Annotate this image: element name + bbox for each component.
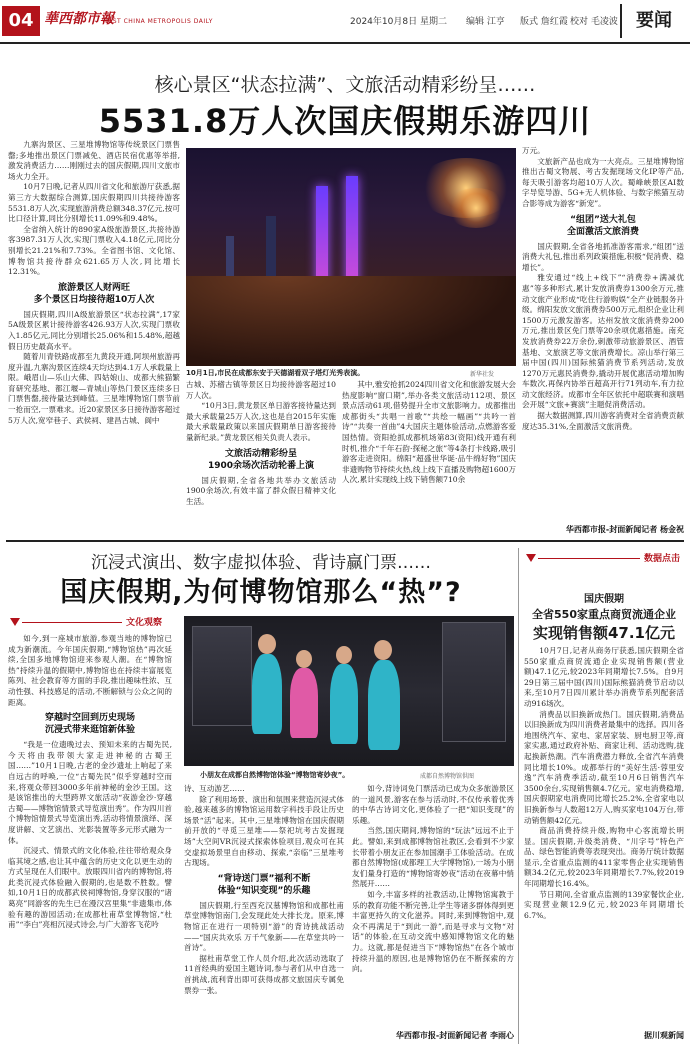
paragraph: “我是一位遗晚过去、预知未来的古蜀先民,今天将由我带领大家走进神秘的古蜀王国……”10月1日晚,古老的金沙遗址上响起了来自远古的呼唤,一位“古蜀先民”似乎穿越时空而来,将观众带回3000多年前神秘的金沙王国。这是该馆推出的大型跨界文旅活动“夜游金沙·穿越古蜀——博物馆情景式导览演出秀”。作为四川首个博物馆情景式导览演出秀,活动将情景演绎、深度讲解、文艺演出、光影装置等多元形式融为一体。 bbox=[8, 740, 172, 845]
paragraph: 文旅新产品也成为一大亮点。三星堆博物馆推出古蜀文物展、考古发掘现场文化IP等产品,每天吸引游客均超10万人次。蜀峰峡景区AI数字导览导游、5G+无人机体验、与数字熊猫互动合影等成为游客“新宠”。 bbox=[522, 156, 684, 208]
editor-credit: 编辑 江亨 bbox=[466, 17, 505, 27]
culture-observation-tag bbox=[8, 616, 166, 630]
paragraph: 雅安通过“线上+线下”“消费券+满减优惠”等多种形式,累计发放消费券1300余万元,推动文旅产业形成“吃住行游购娱”全产业链服务升级。绵阳发放文旅消费券500万元,组织企业让利1500万元激发游客。达州发放文旅消费券200万元,推出景区免门票等20余项优惠措施。南充发放消费券22万余份,刺激带动旅游景区、酒管基地、文旅演艺等文旅消费增长。凉山举行第三届中国(四川)国际熊猫消费节系列活动,发放1270万元惠民消费券,撬动开展优惠活动增加购车数次,再保内协举百超高开行71列动车,有力拉动文旅经济。成都市全年区依托中超联赛和演唱会开展“文旅+赛演”主题促消费活动。 bbox=[522, 273, 684, 410]
paragraph: 如今,背诗词免门票活动已成为众多旅游景区的一道风景,游客在参与活动时,不仅传承着优秀的中华古诗词文化,更体验了一把“知识变现”的乐趣。 bbox=[352, 784, 514, 825]
tag-label: 文化观察 bbox=[122, 616, 166, 630]
paragraph: 据杜甫草堂工作人员介绍,此次活动选取了11首经典的爱国主题诗词,参与者们从中自选一首挑战,流利背出即可获得成都文旅国庆专属免票券一张。 bbox=[184, 953, 344, 995]
subheading: 穿越时空回到历史现场 沉浸式带来逛馆新体验 bbox=[44, 713, 135, 736]
newspaper-name: 華西都市報 bbox=[44, 11, 114, 27]
data-story-headline-line-1: 全省550家重点商贸流通企业 bbox=[532, 608, 676, 621]
paragraph: 如今,丰富多样的社教活动,让博物馆寓教于乐的教育功能不断完善,让学生等诸多群体得到更丰富更持久的文化滋养。同时,来到博物馆中,观众不再满足于“到此一游”,而是寻求与文物“对话”的体验,在互动交流中感知博物馆文化的魅力。这就,都是促进当下“博物馆热”在各个城市持续升温的原因,也是博物馆仍在不断探索的方向。 bbox=[352, 889, 514, 974]
paragraph: 如今,到一座城市旅游,参观当地的博物馆已成为新潮流。今年国庆假期,“博物馆热”再次延续,全国多地博物馆迎来参观人潮。在“博物馆热”持续升温的假期中,博物馆也在持续丰富展览陈列、社会教育等方面的手段,推出趣味性浓、互动性强、科技感足的活动,不断解锁与公众之间的距离。 bbox=[8, 634, 172, 707]
photo-twin-towers-light-show bbox=[186, 148, 516, 366]
layout-credit: 版式 詹红霞 bbox=[520, 17, 568, 27]
paragraph: 国庆假期,全省各地抓准游客需求,“组团”送消费大礼包,推出系列政策措施,积极“促消费、稳增长”。 bbox=[522, 241, 684, 272]
museum-story-column-3 bbox=[352, 784, 514, 975]
museum-story-headline: 国庆假期,为何博物馆那么“热”? bbox=[60, 577, 462, 608]
subheading: 文旅活动精彩纷呈 1900余场次活动轮番上演 bbox=[207, 448, 315, 471]
paragraph: 据大数据测算,四川游客消费对全省消费贡献度达35.31%,全面激活文旅消费。 bbox=[522, 411, 684, 431]
top-story-headline: 5531.8万人次国庆假期乐游四川 bbox=[98, 102, 592, 140]
data-story-kicker: 国庆假期 bbox=[584, 594, 624, 605]
tag-label: 数据点击 bbox=[640, 552, 684, 566]
section-name: 要闻 bbox=[620, 4, 686, 38]
paragraph: 万元。 bbox=[522, 146, 545, 155]
byline: 华西都市报-封面新闻记者 李雨心 bbox=[395, 1031, 514, 1040]
museum-story-column-2 bbox=[184, 784, 344, 996]
photo-children-at-museum bbox=[184, 616, 514, 766]
paragraph: 国庆假期,四川A级旅游景区“状态拉满”,17家5A级景区累计接待游客426.93万人次,实现门票收入1.85亿元,同比分别增长25.06%和15.48%,超越假日历史最高水平。 bbox=[8, 309, 180, 351]
paragraph: 当然,国庆期间,博物馆的“玩法”远远不止于此。譬如,来到成都博物馆社教区,会看到不少家长带着小朋友正在参加国潮手工体验活动。在成都自然博物馆(成都理工大学博物馆),一场为小朋友们量身打造的“博物馆寄妙夜”活动在夜幕中悄然展开…… bbox=[352, 826, 514, 889]
section-divider bbox=[6, 540, 684, 542]
data-click-tag bbox=[524, 552, 684, 566]
paragraph: “10月3日,黄龙景区单日游客接待量达到最大承载量25万人次,这也是自2015年实施最大承载量政策以来国庆假期单日游客接待量新纪录。”黄龙景区相关负责人表示。 bbox=[186, 401, 336, 442]
paragraph: 九寨沟景区、三星堆博物馆等传统景区门票售罄;多地推出景区门票减免、酒店民宿优惠等举措,激发消费活力……刚刚过去的国庆假期,四川文旅市场火力全开。 bbox=[8, 140, 180, 181]
paragraph: 节日期间,全省重点监测的139家餐饮企业,实现营业额12.9亿元,较2023年同期增长6.7%。 bbox=[524, 889, 684, 920]
photo-caption: 10月1日,市民在成都东安于天德湖看双子塔灯光秀表演。 bbox=[186, 369, 365, 377]
red-triangle-icon bbox=[526, 554, 536, 562]
issue-date: 2024年10月8日 星期二 bbox=[350, 17, 447, 27]
red-triangle-icon bbox=[10, 618, 20, 626]
paragraph: 消费品以旧换新成热门。国庆假期,消费品以旧换新成为四川消费者最集中的选择。四川各地围绕汽车、家电、家居家装、厨电厨卫等,商家实惠,通过政府补贴、商家让利、活动选购,拢起换新热潮。汽车消费潜力释放,全省汽车消费同比增长10%。成都举行的“美好生活·蓉里安逸”汽车消费季活动,截至10月6日销售汽车3500余台,实现销售额4.7亿元。家电消费稳增,国庆假期家电消费同比增长25.2%,全省家电以旧换新参与人数超12万人,购买家电104万台,带动销售额42亿元。 bbox=[524, 709, 684, 825]
paragraph: 除了利用场景、演出和氛围来营造沉浸式体验,越来越多的博物馆运用数字科技手段让历史场景“活”起来。其中,三星堆博物馆在国庆假期前开放的“寻觅三星堆——祭祀坑考古发掘现场”大空间VR沉浸式探索体验项目,观众可在其交虚拟场景里自由移动、探索,“亲临”三星堆考古现场。 bbox=[184, 794, 344, 868]
paragraph: 随着川青铁路成都至九黄段开通,阿坝州旅游再度升温,九寨沟景区连续4天均达到4.1万人承载量上限。峨眉山—乐山大佛、四姑娘山、成都大熊猫繁育研究基地、都江堰—青城山等热门景区连续多日门票售罄,接待量达到峰值。三星堆博物馆门票节前一抢而空,一票难求。近20家景区多日接待游客超过5万人次,宽窄巷子、武侯祠、建昌古城、阆中 bbox=[8, 352, 180, 425]
subheading: 旅游景区人财两旺 多个景区日均接待超10万人次 bbox=[33, 282, 155, 305]
paragraph: 10月7日晚,记者从四川省文化和旅游厅获悉,据第三方大数据综合测算,国庆假期四川共接待游客5531.8万人次,实现旅游消费总额348.37亿元,按可比口径计算,同比分别增长11.09%和9.48%。 bbox=[8, 182, 180, 224]
data-story-body bbox=[524, 646, 684, 921]
museum-story-column-1 bbox=[8, 634, 172, 931]
column-divider bbox=[518, 548, 519, 1044]
top-story-kicker: 核心景区“状态拉满”、文旅活动精彩纷呈…… bbox=[154, 74, 536, 96]
page-number: 04 bbox=[2, 6, 40, 36]
paragraph: 古城、苏稽古镇等景区日均接待游客超过10万人次。 bbox=[186, 380, 336, 400]
byline: 据川观新闻 bbox=[644, 1031, 684, 1040]
top-story-column-1 bbox=[8, 140, 180, 426]
newspaper-english-name: WEST CHINA METROPOLIS DAILY bbox=[102, 18, 213, 25]
paragraph: 沉浸式、情景式的文化体验,往往带给观众身临其境之感,也让其中蕴含的历史文化以更生动的方式呈现在人们眼中。放眼四川省内的博物馆,将此类沉浸式体验融入假期的,也是数不胜数。譬如,10月1日的成都武侯祠博物馆,身穿汉服的“诸葛亮”同游客的先生已在漫汉宫里集“非遗集市,体验有趣的游园活动;在成都杜甫草堂博物馆,“杜甫”“李白”亮相沉浸式诗会,与广大游客飞花吟 bbox=[8, 846, 172, 930]
paragraph: 其中,雅安抢抓2024四川省文化和旅游发展大会热度影响“窗口期”,举办各类文旅活动112项、景区景点活动61项,借势提升全市文旅影响力。成都推出成都街头“共唱一首歌”“共绘一幅画”“共吟一首诗”“共奏一首曲”4大国庆主题体验活动,点燃游客爱国热情。资阳抢抓成都机场第83(资阳)线开通有利时机,推介“千年石韵·探秘之旅”等4条打卡线路,吸引游客走进资阳。绵阳“超盛世华诞·品牛绵好物”国庆非遗购物节持续火热,线上线下直播及购物超1600万人次,累计实现线上线下销售额710余 bbox=[342, 380, 516, 485]
photo-caption: 小朋友在成都自然博物馆体验“博物馆寄妙夜”。 bbox=[200, 771, 350, 779]
proof-credit: 校对 毛凌波 bbox=[570, 17, 618, 27]
top-story-column-3 bbox=[342, 380, 516, 486]
museum-story-kicker: 沉浸式演出、数字虚拟体验、背诗赢门票…… bbox=[91, 553, 431, 573]
subheading: “背诗送门票”福利不断 体验“知识变现”的乐趣 bbox=[217, 873, 311, 896]
top-story-column-4 bbox=[522, 146, 684, 432]
paragraph: 国庆假期,行至西充汉墓博物馆和成都杜甫草堂博物馆南门,会发现此处大排长龙。原来,博物馆正在进行一项特别“游”的背诗挑战活动——“国庆共欢乐 万千气象新——在草堂共吟一首诗”。 bbox=[184, 900, 344, 953]
subheading: “组团”送大礼包 全面激活文旅消费 bbox=[566, 214, 639, 237]
paragraph: 全省纳入统计的890家A级旅游景区,共接待游客3987.31万人次,实现门票收入4.18亿元,同比分别增长21.21%和7.73%。全省图书馆、文化馆、博物馆共接待群众621.65万人次,同比增长12.31%。 bbox=[8, 224, 180, 277]
paragraph: 诗、互动游艺…… bbox=[184, 784, 245, 793]
photo-credit: 成都自然博物馆供图 bbox=[420, 773, 475, 780]
paragraph: 10月7日,记者从商务厅获悉,国庆假期全省550家重点商贸流通企业实现销售额(营业额)47.1亿元,较2023年同期增长7.5%。自9月29日第三届中国(四川)国际熊猫消费节启动以来,至10月7日四川累计举办消费节系列配套活动916场次。 bbox=[524, 646, 684, 708]
data-story-headline-line-2: 实现销售额47.1亿元 bbox=[532, 624, 675, 642]
photo-credit: 新华社发 bbox=[470, 371, 495, 378]
paragraph: 国庆假期,全省各地共举办文旅活动1900余场次,有效丰富了群众假日精神文化生活。 bbox=[186, 475, 336, 506]
byline: 华西都市报-封面新闻记者 杨金祝 bbox=[565, 525, 684, 534]
paragraph: 商品消费持续升级,购物中心客流增长明显。国庆假期,升级类消费、“川字号”特色产品、绿色智能消费等表现突出。商务厅统计数据显示,全省重点监测的411家零售企业实现销售额34.2亿元,较2023年同期增长7.7%,较2019年同期增长16.4%。 bbox=[524, 826, 684, 889]
top-story-column-2 bbox=[186, 380, 336, 507]
